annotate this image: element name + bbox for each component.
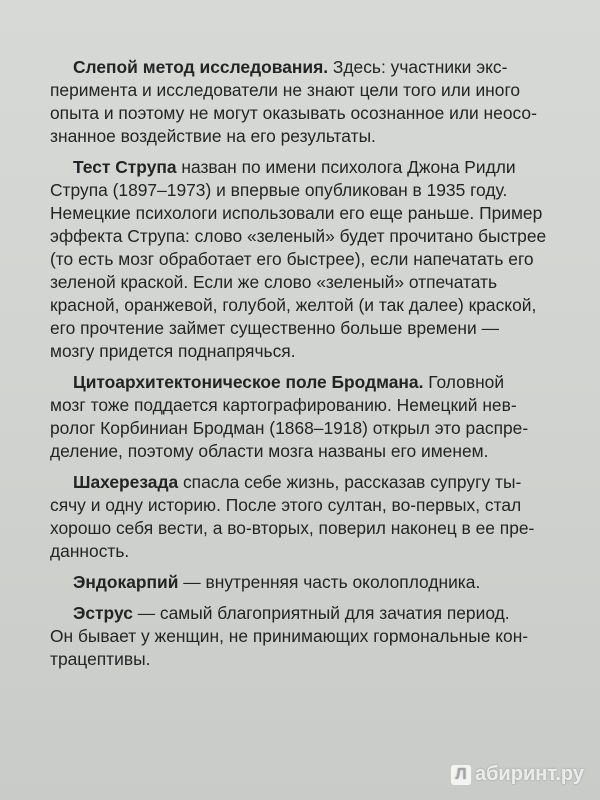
entry-text: его прочтение займет существенно больше времени — [50, 318, 499, 338]
entry-text: перимента и исследователи не знают цели того или иного [50, 80, 521, 100]
entry-text: мозгу придется поднапрячься. [50, 341, 296, 361]
entry-text: данность. [50, 541, 130, 561]
text-line [50, 494, 575, 517]
text-line [50, 271, 575, 294]
text-line [50, 294, 575, 317]
entry-term: Эструс [73, 603, 133, 623]
entry-text: эффекта Струпа: слово «зеленый» будет прочитано быстрее [50, 226, 547, 246]
labirint-logo-icon: Л [451, 765, 471, 785]
book-page [50, 56, 575, 679]
entry-text: — самый благоприятный для зачатия период. [132, 603, 510, 623]
glossary-entries [50, 56, 575, 671]
entry-text: трацептивы. [50, 649, 151, 669]
entry-text: Здесь: участники экс- [328, 57, 508, 77]
entry-text: Он бывает у женщин, не принимающих гормональные кон- [50, 626, 529, 646]
text-line [50, 417, 575, 440]
entry-text: назван по имени психолога Джона Ридли [176, 157, 516, 177]
text-line [50, 248, 575, 271]
text-line [50, 340, 575, 363]
entry-text: деление, поэтому области мозга названы его именем. [50, 441, 489, 461]
entry-text: спасла себе жизнь, рассказав супругу ты- [178, 472, 522, 492]
glossary-entry [50, 156, 575, 363]
text-line [50, 225, 575, 248]
entry-text: (то есть мозг обработает его быстрее), если напечатать его [50, 249, 534, 269]
entry-text: Струпа (1897–1973) и впервые опубликован в 1935 году. [50, 180, 508, 200]
entry-term: Слепой метод исследования. [73, 57, 329, 77]
entry-term: Тест Струпа [73, 157, 177, 177]
watermark-text: абиринт.ру [474, 763, 584, 785]
entry-text: Немецкие психологи использовали его еще раньше. Пример [50, 203, 543, 223]
text-line [50, 648, 575, 671]
glossary-entry [50, 471, 575, 563]
text-line [50, 202, 575, 225]
glossary-entry [50, 571, 575, 594]
text-line [50, 394, 575, 417]
entry-text: ролог Корбиниан Бродман (1868–1918) открыл это распре- [50, 418, 529, 438]
text-line [50, 156, 575, 179]
entry-text: мозг тоже поддается картографированию. Немецкий нев- [50, 395, 517, 415]
text-line [50, 125, 575, 148]
text-line [50, 79, 575, 102]
entry-term: Цитоархитектоническое поле Бродмана. [73, 372, 424, 392]
text-line [50, 625, 575, 648]
entry-text: хорошо себя вести, а во-вторых, поверил наконец в ее пре- [50, 518, 535, 538]
entry-text: знанное воздействие на его результаты. [50, 126, 376, 146]
text-line [50, 540, 575, 563]
entry-text: зеленой краской. Если же слово «зеленый» отпечатать [50, 272, 498, 292]
text-line [50, 56, 575, 79]
text-line [50, 602, 575, 625]
text-line [50, 440, 575, 463]
entry-text: Головной [423, 372, 505, 392]
entry-text: — внутренняя часть околоплодника. [178, 572, 481, 592]
watermark [451, 763, 584, 786]
entry-term: Шахерезада [73, 472, 179, 492]
text-line [50, 571, 575, 594]
text-line [50, 179, 575, 202]
text-line [50, 517, 575, 540]
entry-text: опыта и поэтому не могут оказывать осознанное или неосо- [50, 103, 537, 123]
text-line [50, 371, 575, 394]
entry-text: сячу и одну историю. После этого султан, во-первых, стал [50, 495, 522, 515]
text-line [50, 317, 575, 340]
glossary-entry [50, 56, 575, 148]
glossary-entry [50, 602, 575, 671]
entry-text: красной, оранжевой, голубой, желтой (и так далее) краской, [50, 295, 537, 315]
glossary-entry [50, 371, 575, 463]
entry-term: Эндокарпий [73, 572, 179, 592]
text-line [50, 102, 575, 125]
text-line [50, 471, 575, 494]
